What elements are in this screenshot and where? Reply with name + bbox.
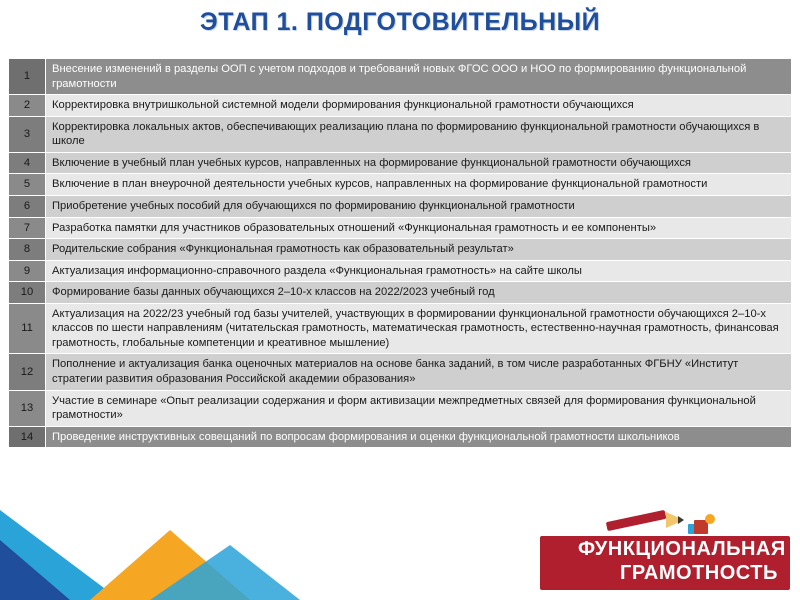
row-text: Актуализация на 2022/23 учебный год базы учителей, участвующих в формировании функциональной грамотности обучающихся 2–10-х классов по шести направлениям (читательская грамотность, математическая грамотность, естественно-научная грамотность, финансовая грамотность, глобальные компетенции и креативное мышление) xyxy=(46,303,792,354)
row-text: Приобретение учебных пособий для обучающихся по формированию функциональной грамотности xyxy=(46,195,792,217)
row-number: 13 xyxy=(9,390,46,426)
row-text: Формирование базы данных обучающихся 2–10-х классов на 2022/2023 учебный год xyxy=(46,282,792,304)
table-row xyxy=(9,303,792,354)
table-row xyxy=(9,354,792,390)
stage-items-table xyxy=(8,58,792,448)
row-number: 7 xyxy=(9,217,46,239)
table-row xyxy=(9,152,792,174)
row-text: Проведение инструктивных совещаний по вопросам формирования и оценки функциональной грамотности школьников xyxy=(46,426,792,448)
row-number: 14 xyxy=(9,426,46,448)
logo-line-2: ГРАМОТНОСТЬ xyxy=(620,562,778,584)
row-number: 9 xyxy=(9,260,46,282)
table-row xyxy=(9,390,792,426)
row-number: 11 xyxy=(9,303,46,354)
functional-literacy-logo xyxy=(540,518,790,594)
row-text: Корректировка внутришкольной системной модели формирования функциональной грамотности обучающихся xyxy=(46,95,792,117)
table-row xyxy=(9,195,792,217)
table-row xyxy=(9,282,792,304)
row-number: 3 xyxy=(9,116,46,152)
row-text: Родительские собрания «Функциональная грамотность как образовательный результат» xyxy=(46,239,792,261)
row-text: Включение в план внеурочной деятельности учебных курсов, направленных на формирование функциональной грамотности xyxy=(46,174,792,196)
row-number: 4 xyxy=(9,152,46,174)
row-number: 6 xyxy=(9,195,46,217)
row-text: Корректировка локальных актов, обеспечивающих реализацию плана по формированию функциональной грамотности обучающихся в школе xyxy=(46,116,792,152)
table-row xyxy=(9,116,792,152)
table-row xyxy=(9,426,792,448)
table-row xyxy=(9,95,792,117)
row-number: 2 xyxy=(9,95,46,117)
row-text: Участие в семинаре «Опыт реализации содержания и форм активизации межпредметных связей для формирования функциональной грамотности» xyxy=(46,390,792,426)
row-number: 8 xyxy=(9,239,46,261)
row-text: Пополнение и актуализация банка оценочных материалов на основе банка заданий, в том числе разработанных ФГБНУ «Институт стратегии развития образования Российской академии образования» xyxy=(46,354,792,390)
table-row xyxy=(9,239,792,261)
row-text: Актуализация информационно-справочного раздела «Функциональная грамотность» на сайте школы xyxy=(46,260,792,282)
row-text: Разработка памятки для участников образовательных отношений «Функциональная грамотность и ее компоненты» xyxy=(46,217,792,239)
row-number: 10 xyxy=(9,282,46,304)
table-row xyxy=(9,217,792,239)
page-title: ЭТАП 1. ПОДГОТОВИТЕЛЬНЫЙ xyxy=(199,8,601,36)
table-row xyxy=(9,174,792,196)
row-number: 5 xyxy=(9,174,46,196)
row-text: Включение в учебный план учебных курсов, направленных на формирование функциональной грамотности обучающихся xyxy=(46,152,792,174)
table-row xyxy=(9,59,792,95)
row-number: 1 xyxy=(9,59,46,95)
row-text: Внесение изменений в разделы ООП с учетом подходов и требований новых ФГОС ООО и НОО по формированию функциональной грамотности xyxy=(46,59,792,95)
table-row xyxy=(9,260,792,282)
logo-line-1: ФУНКЦИОНАЛЬНАЯ xyxy=(578,538,786,560)
row-number: 12 xyxy=(9,354,46,390)
